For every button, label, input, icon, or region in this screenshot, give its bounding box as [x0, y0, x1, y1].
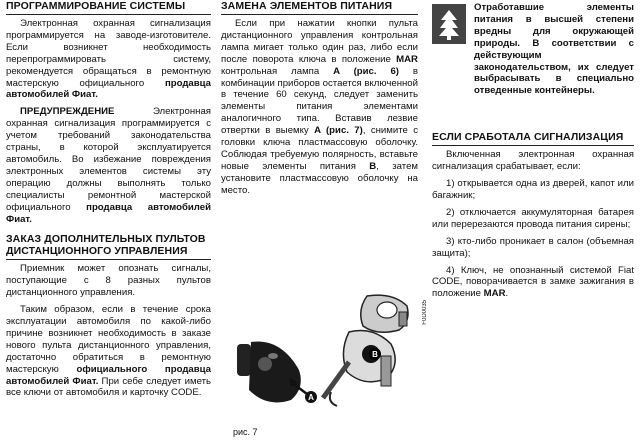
heading-alarm-triggered: ЕСЛИ СРАБОТАЛА СИГНАЛИЗАЦИЯ [432, 131, 634, 146]
eco-warning-text: Отработавшие элементы питания в высшей степени вредны для окружающей природы. В соответствии с действующим законодательством, их следует выбрасывать в специально отведенные контейнеры. [474, 2, 634, 97]
text-span: Электронная охранная сигнализация программируется на заводе-изготовителе. Если возникнет необходимость перепрограммировать систему, рекомендуется обращаться в ремонтную мастерскую официального [6, 18, 211, 89]
text-span: Электронная охранная сигнализация программируется с учетом требований законодательства страны, в которой эксплуатируется автомобиль. Во избежание повреждения электронных элементов системы эту операцию должны выполнять только специалисты ремонтной мастерской официального [6, 106, 211, 213]
bold-span: A (рис. 6) [333, 65, 399, 77]
key-drawing [231, 292, 421, 420]
column-right [432, 0, 634, 300]
list-item: 2) отключается аккумуляторная батарея или перерезаются провода питания сирены; [432, 206, 634, 230]
paragraph-intro: Включенная электронная охранная сигнализация срабатывает, если: [432, 149, 634, 173]
bold-span: официального продавца автомобилей Фиат. [6, 363, 211, 387]
bold-span: продавца автомобилей Фиат. [6, 77, 211, 101]
list-item: 1) открывается одна из дверей, капот или багажник; [432, 178, 634, 201]
heading-order-remotes: ЗАКАЗ ДОПОЛНИТЕЛЬНЫХ ПУЛЬТОВ ДИСТАНЦИОННОГО УПРАВЛЕНИЯ [6, 233, 211, 260]
column-middle [221, 0, 428, 437]
figure-caption: рис. 7 [233, 427, 258, 437]
figure-key-illustration [231, 292, 421, 420]
bold-span: MAR [483, 288, 506, 300]
key-right-icon [323, 295, 408, 406]
paragraph-warning [6, 106, 211, 225]
figure-code: F0D0035 [422, 300, 428, 325]
heading-system-programming: ПРОГРАММИРОВАНИЕ СИСТЕМЫ [6, 0, 211, 15]
list-item [432, 265, 634, 301]
bold-span: B [369, 160, 377, 172]
paragraph-ordering [6, 304, 211, 399]
paragraph-battery [221, 18, 418, 197]
text-span: , снимите с головки ключа пластмассовую оболочку. Соблюдая требуемую полярность, вставьте новые элементы питания [221, 125, 419, 172]
marker-b: B [369, 348, 381, 360]
key-left-icon [237, 342, 301, 403]
bold-span: продавца автомобилей Фиат. [6, 201, 212, 225]
paragraph-receiver: Приемник может опознать сигналы, поступающие с 8 разных пультов дистанционного управления. [6, 263, 211, 299]
text-span: в комбинации приборов остается включенной в течение 60 секунд, следует заменить элементы питания элементами аналогичного типа. Вставив лезвие отвертки в выемку [221, 65, 419, 137]
bold-span: MAR [396, 53, 418, 65]
heading-battery-replacement: ЗАМЕНА ЭЛЕМЕНТОВ ПИТАНИЯ [221, 0, 418, 15]
marker-a: A [305, 391, 317, 403]
text-span: контрольная лампа [221, 65, 334, 77]
text-span: , затем установите пластмассовую оболочку на место. [221, 160, 419, 196]
list-item: 3) кто-либо проникает в салон (объемная защита); [432, 235, 634, 259]
bold-span: A (рис. 7) [314, 125, 363, 137]
text-span: Таким образом, если в течение срока эксплуатации автомобиля по какой-либо причине возникнет необходимость в заказе нового пульта дистанционного управления, достаточно обратиться в ремонтную мастерскую [6, 304, 211, 375]
paragraph-programming [6, 18, 211, 101]
text-span: 4) Ключ, не опознанный системой Fiat CODE, поворачивается в замке зажигания в положение [432, 264, 634, 300]
text-span: Если при нажатии кнопки пульта дистанционного управления контрольная лампа мигает только один раз, либо если после поворота ключа в положение [221, 18, 418, 65]
text-span: При себе следует иметь все ключи от автомобиля и карточку CODE. [6, 375, 211, 399]
environment-tree-icon [432, 4, 466, 44]
column-left [6, 0, 211, 399]
warning-label: ПРЕДУПРЕЖДЕНИЕ [20, 106, 115, 118]
text-span: . [505, 288, 509, 300]
